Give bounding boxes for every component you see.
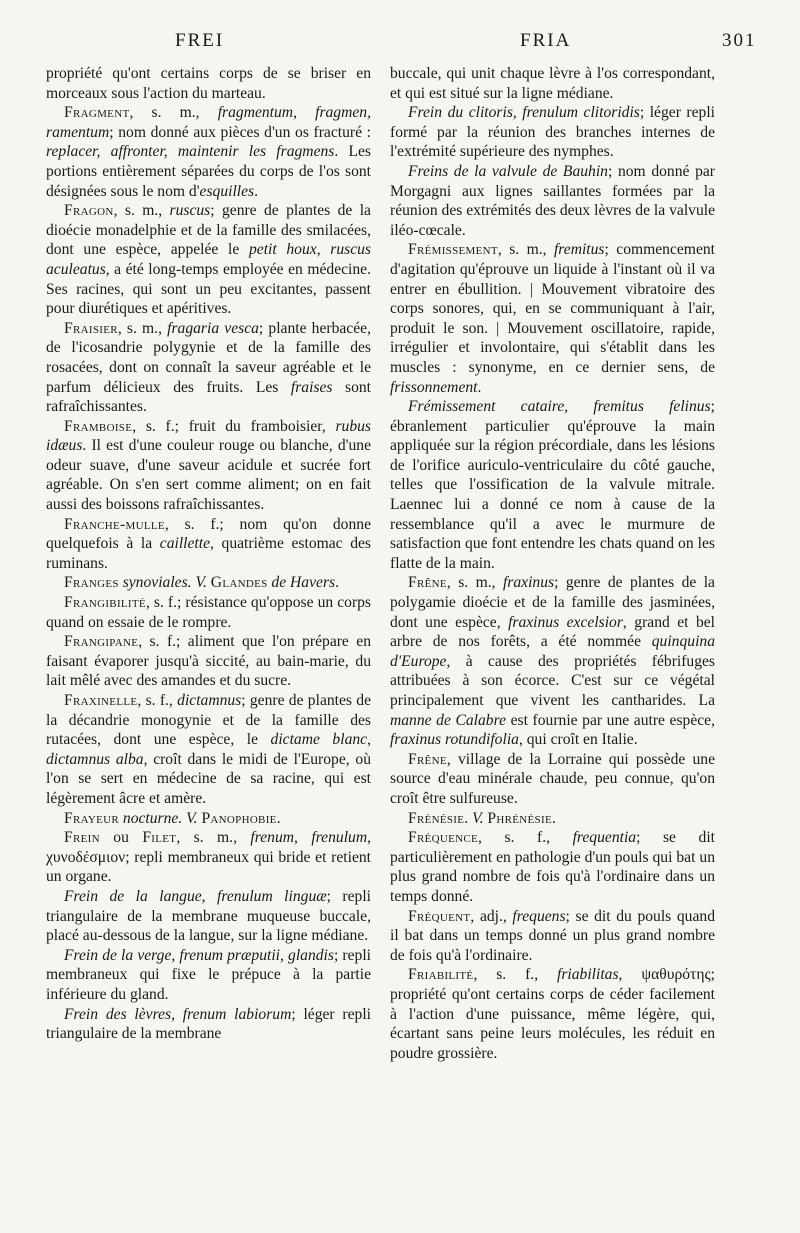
headword: Frangibilité bbox=[64, 594, 146, 612]
entry-text: , s. m., bbox=[446, 574, 503, 592]
entry-text: , croît dans le midi de l'Europe, où l'on se sert en médecine de sa racine, qui est légèrement âcre et amère. bbox=[46, 750, 371, 807]
italic-term: dictame blanc, dictamnus alba bbox=[46, 731, 371, 768]
italic-term: fraxinus rotundifolia bbox=[390, 731, 519, 749]
italic-term: replacer, affronter, maintenir les fragmens bbox=[46, 143, 335, 161]
italic-term: nocturne. V. bbox=[122, 809, 198, 827]
dictionary-entry bbox=[390, 397, 715, 573]
dictionary-entry bbox=[390, 64, 715, 103]
entry-text: , s. m., bbox=[497, 241, 554, 259]
entry-text: ; se dit particulièrement en pathologie d'un pouls qui bat un plus grand nombre de fois qu'à l'ordinaire dans un temps donné. bbox=[390, 829, 715, 905]
italic-term: fraises bbox=[290, 378, 333, 396]
italic-term: rubus idæus bbox=[46, 417, 371, 455]
entry-text: , s. f., bbox=[473, 966, 558, 984]
entry-text: , s. f.; fruit du framboisier, bbox=[132, 417, 336, 435]
dictionary-entry bbox=[46, 64, 371, 103]
entry-text: , ψαθυρότης; propriété qu'ont certains corps de céder facilement à l'action d'une puissance, même légère, qui, écartant sans peine leurs molécules, les réduit en poudre grossière. bbox=[390, 966, 715, 1062]
entry-text: sont rafraîchissantes. bbox=[46, 378, 371, 416]
dictionary-entry bbox=[390, 162, 715, 240]
dictionary-entry bbox=[390, 103, 715, 162]
headword: Phrénésie bbox=[487, 809, 552, 827]
entry-text: ; genre de plantes de la décandrie monogynie et de la famille des rutacées, dont une espèce, le bbox=[46, 692, 371, 749]
entry-text: , s. f., bbox=[137, 692, 178, 709]
italic-term: Frein du clitoris, frenulum clitoridis bbox=[408, 104, 640, 122]
entry-text: ; commencement d'agitation qu'éprouve un liquide à l'instant où il va entrer en ébullition. | Mouvement vibratoire des corps sonores, qui, en se communiquant à l'air, produit le son. | Mouvement oscillatoire, rapide, irrégulier et involontaire, qui s'établit dans les muscles : synonyme, en ce dernier sens, de bbox=[390, 241, 715, 376]
headword: Fréquence bbox=[408, 829, 479, 847]
entry-text: ; genre de plantes de la dioécie monadelphie et de la famille des smilacées, dont une espèce, appelée le bbox=[46, 202, 371, 259]
italic-term: dictamnus bbox=[177, 692, 242, 709]
entry-text: , a été long-temps employée en médecine. Ses racines, qui sont un peu excitantes, passent pour diurétiques et apéritives. bbox=[46, 260, 371, 318]
dictionary-entry bbox=[390, 907, 715, 966]
entry-text: , s. f., bbox=[478, 829, 573, 847]
entry-text: , qui croît en Italie. bbox=[518, 731, 638, 749]
dictionary-entry bbox=[46, 828, 371, 887]
italic-term: frequentia bbox=[572, 829, 637, 847]
headword: Panophobie bbox=[201, 809, 277, 827]
dictionary-entry bbox=[46, 946, 371, 1005]
entry-text: , adj., bbox=[470, 907, 513, 925]
dictionary-entry bbox=[46, 809, 371, 829]
dictionary-entry bbox=[46, 201, 371, 319]
entry-text: . Il est d'une couleur rouge ou blanche, d'une odeur suave, d'une saveur acidule et sucrée fort agréable. On s'en sert comme aliment; on en fait aussi des boissons rafraîchissantes. bbox=[46, 437, 371, 514]
entry-text: ; ébranlement particulier qu'éprouve la main appliquée sur la région précordiale, dans les lésions de l'orifice auriculo-ventriculaire du côté gauche, telles que l'ossification de la valvule mitrale. Laennec lui a donné ce nom à cause de la ressemblance qu'il a avec le murmure de satisfaction que font entendre les chats quand on les flatte de la main. bbox=[390, 398, 715, 572]
entry-text: , s. m., bbox=[117, 319, 168, 337]
entry-text: ; genre de plantes de la polygamie dioécie et de la famille des jasminées, dont une espèce, bbox=[390, 574, 715, 631]
right-column bbox=[390, 64, 715, 1063]
entry-text: , s. m., bbox=[176, 829, 251, 847]
italic-term: frequens bbox=[512, 907, 566, 925]
entry-text: . bbox=[477, 378, 482, 396]
headword: Fraxinelle bbox=[64, 692, 138, 709]
dictionary-entry bbox=[46, 632, 371, 691]
headword: Glandes bbox=[210, 574, 268, 592]
italic-term: Freins de la valvule de Bauhin bbox=[408, 162, 608, 180]
entry-text: . bbox=[464, 809, 473, 827]
running-head-right: FRIA bbox=[520, 30, 572, 51]
entry-text: , village de la Lorraine qui possède une source d'eau minérale chaude, peu connue, qu'on croît être sulfureuse. bbox=[390, 750, 715, 807]
entry-text: ; léger repli triangulaire de la membrane bbox=[46, 1005, 371, 1043]
italic-term: Frein des lèvres, frenum labiorum bbox=[64, 1005, 292, 1023]
entry-text: ; nom donné aux pièces d'un os fracturé : bbox=[109, 123, 371, 141]
entry-text: , quatrième estomac des ruminans. bbox=[46, 535, 371, 572]
italic-term: de Havers bbox=[271, 574, 336, 592]
italic-term: V. bbox=[472, 809, 484, 827]
entry-text: ; léger repli formé par la réunion des branches internes de l'extrémité supérieure des nymphes. bbox=[390, 104, 715, 161]
left-column bbox=[46, 64, 371, 1044]
headword: Fragment bbox=[64, 104, 130, 122]
entry-text: , grand et bel arbre de nos forêts, a été nommée bbox=[390, 613, 715, 651]
dictionary-entry bbox=[46, 515, 371, 574]
entry-text: ou bbox=[99, 829, 143, 847]
dictionary-entry bbox=[46, 593, 371, 632]
entry-text: . bbox=[551, 809, 556, 827]
italic-term: manne de Calabre bbox=[390, 711, 507, 729]
dictionary-entry bbox=[46, 573, 371, 593]
dictionary-entry bbox=[390, 750, 715, 809]
entry-text: . bbox=[254, 182, 259, 200]
headword: Fragon bbox=[64, 202, 114, 220]
italic-term: fremitus bbox=[553, 241, 605, 259]
italic-term: Frémissement cataire, fremitus felinus bbox=[408, 398, 711, 416]
headword: Franche-mulle bbox=[64, 515, 165, 533]
dictionary-entry bbox=[46, 1005, 371, 1044]
entry-text: , à cause des propriétés fébrifuges attribuées à son écorce. C'est sur ce végétal principalement que vivent les cantharides. La bbox=[390, 652, 715, 709]
dictionary-entry bbox=[390, 240, 715, 397]
dictionary-entry bbox=[390, 965, 715, 1063]
italic-term: friabilitas bbox=[557, 966, 619, 984]
entry-text: ; repli membraneux qui fixe le prépuce à la partie inférieure du gland. bbox=[46, 946, 371, 1003]
italic-term: ruscus bbox=[169, 202, 211, 220]
entry-text: , χυνοδέσμιον; repli membraneux qui bride et retient un organe. bbox=[46, 829, 371, 886]
headword: Frénésie bbox=[408, 809, 465, 827]
headword: Frémissement bbox=[408, 241, 498, 259]
headword: Franges bbox=[64, 574, 119, 592]
entry-text: . Les portions entièrement séparées du corps de l'os sont désignées sous le nom d' bbox=[46, 143, 371, 200]
headword: Frein bbox=[64, 829, 100, 847]
dictionary-entry bbox=[46, 417, 371, 515]
entry-text: , s. m., bbox=[113, 202, 170, 220]
entry-text: , s. f.; résistance qu'oppose un corps quand on essaie de le rompre. bbox=[46, 594, 371, 631]
running-head-left: FREI bbox=[175, 30, 225, 51]
entry-text: propriété qu'ont certains corps de se briser en morceaux sous l'action du marteau. bbox=[46, 65, 371, 102]
entry-text: ; plante herbacée, de l'icosandrie polygynie et de la famille des rosacées, dont on connaît la saveur agréable et le parfum délicieux des fruits. Les bbox=[46, 319, 371, 396]
entry-text: ; se dit du pouls quand il bat dans un temps donné un plus grand nombre de fois qu'à l'ordinaire. bbox=[390, 907, 715, 964]
italic-term: frenum, frenulum bbox=[250, 829, 368, 847]
entry-text: ; nom donné par Morgagni aux lignes saillantes formées par la réunion des extrémités des deux lèvres de la valvule iléo-cœcale. bbox=[390, 162, 715, 239]
headword: Friabilité bbox=[408, 966, 474, 984]
entry-text: , s. f.; aliment que l'on prépare en faisant évaporer jusqu'à siccité, au bain-marie, du lait mêlé avec des amandes et du sucre. bbox=[46, 633, 371, 690]
entry-text: buccale, qui unit chaque lèvre à l'os correspondant, et qui est situé sur la ligne médiane. bbox=[390, 65, 715, 102]
dictionary-entry bbox=[390, 809, 715, 829]
entry-text: . bbox=[335, 574, 339, 592]
headword: Fréquent bbox=[408, 907, 471, 925]
italic-term: petit houx, ruscus aculeatus bbox=[46, 241, 371, 278]
entry-text: ; repli triangulaire de la membrane muqueuse buccale, placé au-dessous de la langue, sur la ligne médiane. bbox=[46, 887, 371, 945]
entry-text: . bbox=[276, 809, 281, 827]
entry-text: est fournie par une autre espèce, bbox=[506, 711, 715, 729]
page-number: 301 bbox=[722, 30, 757, 51]
italic-term: caillette bbox=[159, 535, 211, 553]
headword: Frangipane bbox=[64, 633, 139, 651]
dictionary-entry bbox=[390, 828, 715, 906]
italic-term: fraxinus excelsior bbox=[508, 613, 623, 631]
italic-term: fraxinus bbox=[502, 574, 555, 592]
entry-text: , s. m., bbox=[129, 104, 218, 122]
italic-term: esquilles bbox=[199, 182, 255, 200]
dictionary-entry bbox=[390, 573, 715, 749]
headword: Filet bbox=[142, 829, 177, 847]
dictionary-entry bbox=[46, 887, 371, 946]
headword: Frêne bbox=[408, 750, 447, 768]
entry-text: , s. f.; nom qu'on donne quelquefois à la bbox=[46, 515, 371, 553]
dictionary-entry bbox=[46, 103, 371, 201]
italic-term: Frein de la langue, frenulum linguæ bbox=[64, 887, 327, 905]
dictionary-entry bbox=[46, 319, 371, 417]
italic-term: frissonnement bbox=[390, 378, 478, 396]
italic-term: synoviales. V. bbox=[122, 574, 207, 592]
italic-term: Frein de la verge, frenum præputii, glandis bbox=[64, 946, 334, 964]
dictionary-entry bbox=[46, 691, 371, 809]
headword: Frayeur bbox=[64, 809, 119, 827]
headword: Framboise bbox=[64, 417, 133, 435]
italic-term: fragaria vesca bbox=[167, 319, 259, 337]
italic-term: fragmentum, fragmen, ramentum bbox=[46, 104, 371, 141]
headword: Fraisier bbox=[64, 319, 118, 337]
headword: Frêne bbox=[408, 574, 447, 592]
italic-term: quinquina d'Europe bbox=[390, 633, 715, 670]
